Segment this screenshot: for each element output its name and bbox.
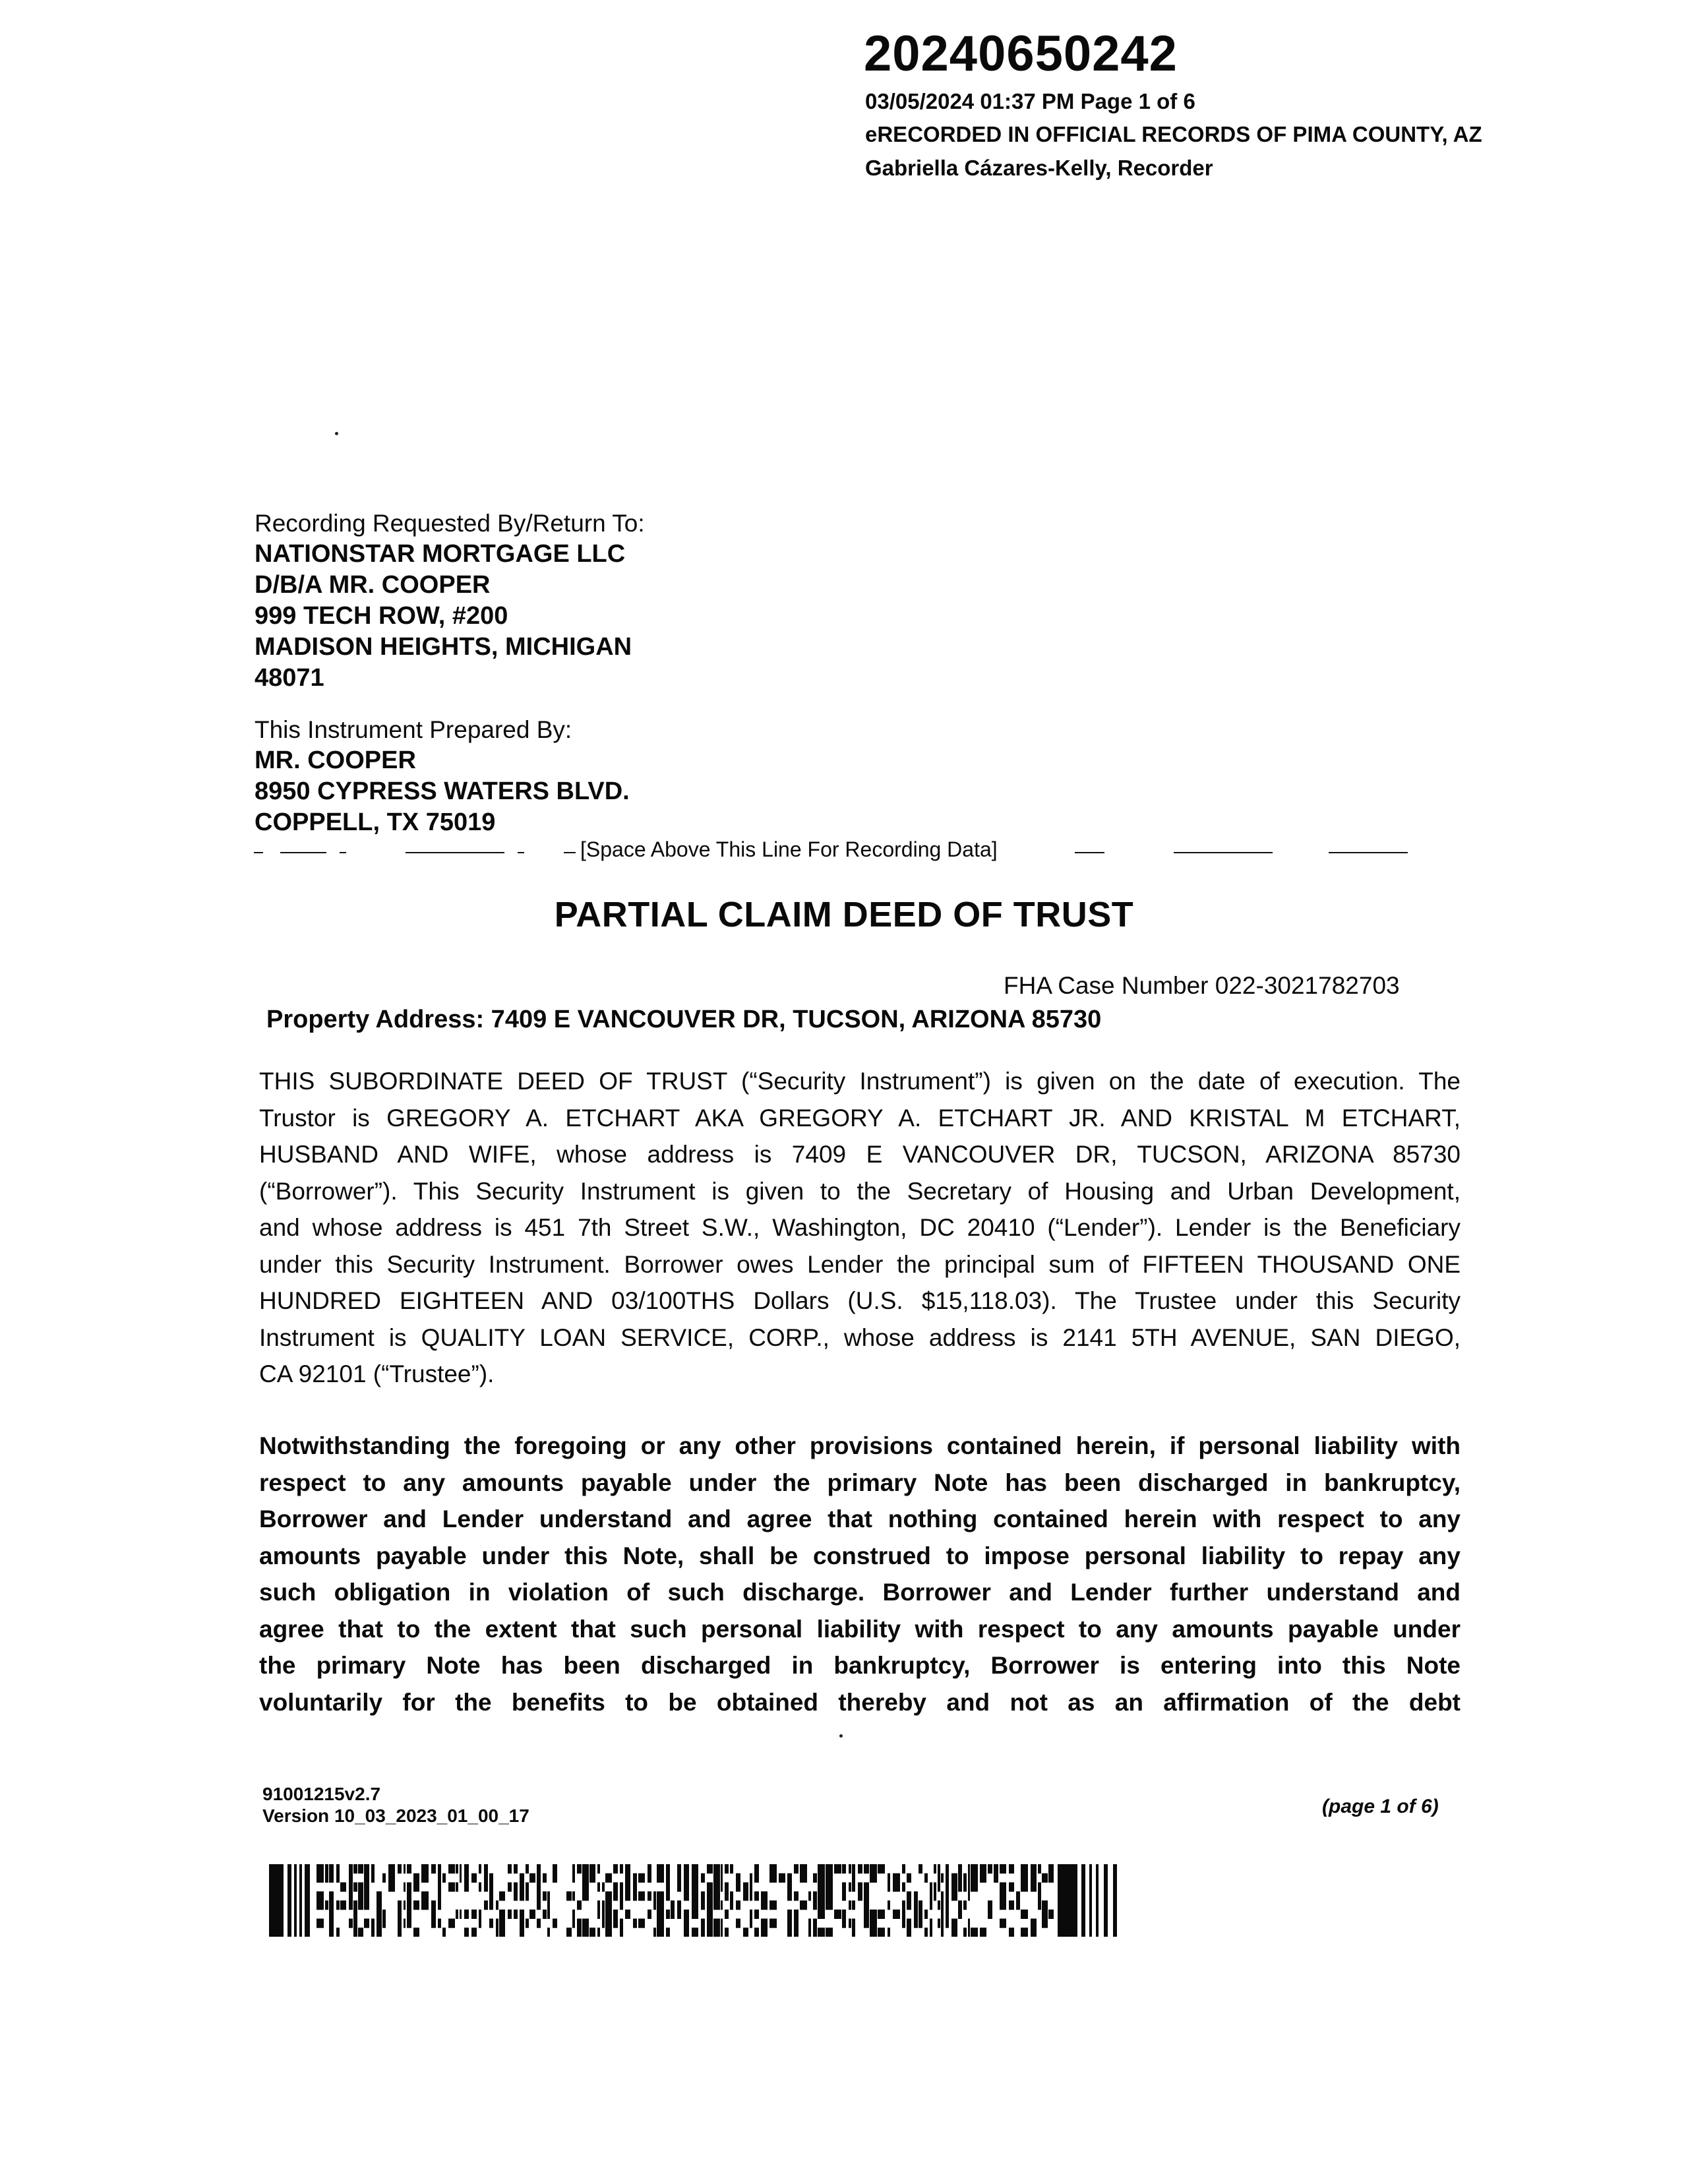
property-address: Property Address: 7409 E VANCOUVER DR, TUCSON, ARIZONA 85730 [266, 1006, 1102, 1033]
separator-dash [1174, 852, 1273, 853]
paragraph-line: amounts payable under this Note, shall be construed to impose personal liability to repay any [259, 1542, 1461, 1569]
paragraph-line: Trustor is GREGORY A. ETCHART AKA GREGORY A. ETCHART JR. AND KRISTAL M ETCHART, [259, 1104, 1461, 1132]
document-number: 20240650242 [864, 26, 1178, 82]
separator-dash [280, 852, 326, 853]
recording-datetime: 03/05/2024 01:37 PM Page 1 of 6 [865, 89, 1195, 113]
fha-case-number: FHA Case Number 022-3021782703 [1004, 972, 1400, 999]
paragraph-line: the primary Note has been discharged in bankruptcy, Borrower is entering into this Note [259, 1652, 1461, 1679]
bankruptcy-paragraph [259, 1428, 1461, 1720]
return-to-line: D/B/A MR. COOPER [255, 571, 491, 599]
prepared-by-line: MR. COOPER [255, 746, 416, 774]
paragraph-line: Notwithstanding the foregoing or any other provisions contained herein, if personal liability with [259, 1432, 1461, 1459]
barcode-image [269, 1864, 1120, 1937]
version-label: Version 10_03_2023_01_00_17 [262, 1805, 529, 1826]
page-indicator: (page 1 of 6) [1322, 1796, 1439, 1817]
paragraph-line: voluntarily for the benefits to be obtained thereby and not as an affirmation of the debt [259, 1688, 1461, 1716]
separator-dash [564, 852, 576, 853]
paragraph-line: under this Security Instrument. Borrower owes Lender the principal sum of FIFTEEN THOUSAND ONE [259, 1250, 1461, 1278]
paragraph-line: CA 92101 (“Trustee”). [259, 1360, 495, 1387]
prepared-by-heading: This Instrument Prepared By: [255, 716, 572, 743]
return-to-line: MADISON HEIGHTS, MICHIGAN [255, 633, 632, 661]
separator-dash [254, 852, 263, 853]
return-to-line: 999 TECH ROW, #200 [255, 602, 508, 630]
separator-dash [340, 852, 346, 853]
paragraph-line: respect to any amounts payable under the primary Note has been discharged in bankruptcy, [259, 1469, 1461, 1496]
prepared-by-line: 8950 CYPRESS WATERS BLVD. [255, 777, 630, 805]
paragraph-line: agree that to the extent that such personal liability with respect to any amounts payable under [259, 1615, 1461, 1643]
form-id: 91001215v2.7 [262, 1784, 381, 1804]
return-to-line: 48071 [255, 664, 324, 692]
paragraph-line: such obligation in violation of such discharge. Borrower and Lender further understand and [259, 1579, 1461, 1606]
paragraph-line: THIS SUBORDINATE DEED OF TRUST (“Security Instrument”) is given on the date of execution. The [259, 1068, 1461, 1095]
stray-mark [839, 1734, 843, 1738]
recorder-name: Gabriella Cázares-Kelly, Recorder [865, 156, 1213, 180]
separator-dash [518, 852, 524, 853]
paragraph-line: and whose address is 451 7th Street S.W., Washington, DC 20410 (“Lender”). Lender is the Beneficiary [259, 1214, 1461, 1241]
recording-office: eRECORDED IN OFFICIAL RECORDS OF PIMA COUNTY, AZ [865, 122, 1482, 146]
return-to-block [255, 508, 645, 694]
trust-paragraph [259, 1063, 1461, 1393]
separator-dash [406, 852, 504, 853]
stray-mark [335, 432, 338, 435]
paragraph-line: (“Borrower”). This Security Instrument is given to the Secretary of Housing and Urban Development, [259, 1177, 1461, 1205]
paragraph-line: Borrower and Lender understand and agree that nothing contained herein with respect to any [259, 1505, 1461, 1532]
return-to-heading: Recording Requested By/Return To: [255, 510, 645, 537]
separator-dash [1329, 852, 1408, 853]
space-above-label: [Space Above This Line For Recording Data] [580, 837, 998, 861]
separator-dash [1075, 852, 1104, 853]
paragraph-line: HUSBAND AND WIFE, whose address is 7409 E VANCOUVER DR, TUCSON, ARIZONA 85730 [259, 1141, 1461, 1168]
recording-data-separator [254, 837, 1414, 868]
document-title: PARTIAL CLAIM DEED OF TRUST [554, 895, 1134, 934]
paragraph-line: HUNDRED EIGHTEEN AND 03/100THS Dollars (U.S. $15,118.03). The Trustee under this Security [259, 1287, 1461, 1314]
prepared-by-line: COPPELL, TX 75019 [255, 808, 496, 836]
return-to-line: NATIONSTAR MORTGAGE LLC [255, 540, 626, 568]
prepared-by-block [255, 714, 630, 838]
paragraph-line: Instrument is QUALITY LOAN SERVICE, CORP., whose address is 2141 5TH AVENUE, SAN DIEGO, [259, 1323, 1461, 1351]
